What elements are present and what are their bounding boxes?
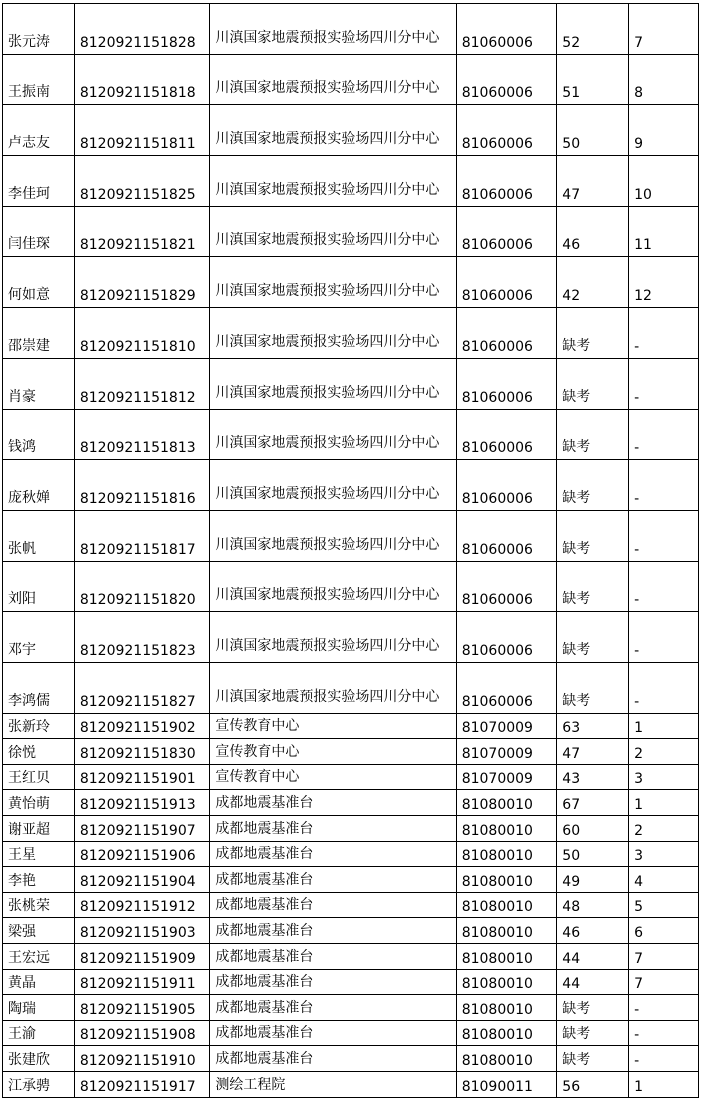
table-row (3, 867, 699, 893)
candidate-name-cell: 李鸿儒 (3, 662, 75, 713)
table-row (3, 510, 699, 561)
position-code-cell: 81070009 (456, 739, 557, 765)
table-row (3, 308, 699, 359)
score-cell: 缺考 (557, 308, 629, 359)
position-code-cell: 81070009 (456, 713, 557, 739)
ticket-number-cell: 8120921151812 (74, 358, 210, 409)
position-code-cell: 81060006 (456, 561, 557, 612)
candidate-name-cell: 李艳 (3, 867, 75, 893)
ticket-number-cell: 8120921151816 (74, 460, 210, 511)
ticket-number-cell: 8120921151909 (74, 943, 210, 969)
ticket-number-cell: 8120921151904 (74, 867, 210, 893)
ticket-number-cell: 8120921151827 (74, 662, 210, 713)
rank-cell: 7 (629, 969, 699, 995)
employer-unit-cell: 成都地震基准台 (210, 918, 456, 944)
score-cell: 43 (557, 764, 629, 790)
candidate-name-cell: 庞秋婵 (3, 460, 75, 511)
position-code-cell: 81060006 (456, 206, 557, 257)
rank-cell: 3 (629, 841, 699, 867)
employer-unit-cell: 成都地震基准台 (210, 841, 456, 867)
rank-cell: - (629, 358, 699, 409)
score-cell: 60 (557, 816, 629, 842)
ticket-number-cell: 8120921151901 (74, 764, 210, 790)
ticket-number-cell: 8120921151906 (74, 841, 210, 867)
candidate-name-cell: 梁强 (3, 918, 75, 944)
candidate-name-cell: 张桃荣 (3, 892, 75, 918)
rank-cell: - (629, 308, 699, 359)
rank-cell: 7 (629, 4, 699, 55)
candidate-name-cell: 王星 (3, 841, 75, 867)
score-cell: 缺考 (557, 995, 629, 1021)
rank-cell: 1 (629, 713, 699, 739)
candidate-name-cell: 李佳珂 (3, 156, 75, 207)
ticket-number-cell: 8120921151828 (74, 4, 210, 55)
position-code-cell: 81080010 (456, 867, 557, 893)
position-code-cell: 81080010 (456, 1046, 557, 1072)
rank-cell: 8 (629, 54, 699, 105)
table-row (3, 816, 699, 842)
candidate-name-cell: 邓宇 (3, 612, 75, 663)
employer-unit-cell: 成都地震基准台 (210, 867, 456, 893)
position-code-cell: 81060006 (456, 409, 557, 460)
position-code-cell: 81080010 (456, 892, 557, 918)
position-code-cell: 81060006 (456, 662, 557, 713)
score-cell: 67 (557, 790, 629, 816)
table-row (3, 561, 699, 612)
ticket-number-cell: 8120921151908 (74, 1020, 210, 1046)
ticket-number-cell: 8120921151912 (74, 892, 210, 918)
ticket-number-cell: 8120921151810 (74, 308, 210, 359)
score-cell: 44 (557, 969, 629, 995)
ticket-number-cell: 8120921151903 (74, 918, 210, 944)
table-row (3, 460, 699, 511)
score-cell: 缺考 (557, 561, 629, 612)
position-code-cell: 81080010 (456, 790, 557, 816)
candidate-name-cell: 闫佳琛 (3, 206, 75, 257)
table-row (3, 969, 699, 995)
rank-cell: 4 (629, 867, 699, 893)
candidate-name-cell: 江承骋 (3, 1071, 75, 1097)
position-code-cell: 81060006 (456, 257, 557, 308)
candidate-name-cell: 钱鸿 (3, 409, 75, 460)
position-code-cell: 81060006 (456, 612, 557, 663)
employer-unit-cell: 成都地震基准台 (210, 1020, 456, 1046)
table-row (3, 4, 699, 55)
results-table-body (3, 4, 699, 1098)
score-cell: 51 (557, 54, 629, 105)
employer-unit-cell: 川滇国家地震预报实验场四川分中心 (210, 612, 456, 663)
candidate-name-cell: 邵崇建 (3, 308, 75, 359)
ticket-number-cell: 8120921151830 (74, 739, 210, 765)
position-code-cell: 81060006 (456, 54, 557, 105)
rank-cell: - (629, 510, 699, 561)
position-code-cell: 81080010 (456, 943, 557, 969)
candidate-name-cell: 刘阳 (3, 561, 75, 612)
rank-cell: - (629, 612, 699, 663)
candidate-name-cell: 王振南 (3, 54, 75, 105)
position-code-cell: 81060006 (456, 4, 557, 55)
table-row (3, 943, 699, 969)
position-code-cell: 81080010 (456, 969, 557, 995)
table-row (3, 612, 699, 663)
ticket-number-cell: 8120921151825 (74, 156, 210, 207)
ticket-number-cell: 8120921151821 (74, 206, 210, 257)
employer-unit-cell: 成都地震基准台 (210, 1046, 456, 1072)
employer-unit-cell: 宣传教育中心 (210, 713, 456, 739)
employer-unit-cell: 川滇国家地震预报实验场四川分中心 (210, 156, 456, 207)
employer-unit-cell: 川滇国家地震预报实验场四川分中心 (210, 561, 456, 612)
exam-results-table (2, 3, 699, 1098)
table-row (3, 206, 699, 257)
employer-unit-cell: 宣传教育中心 (210, 764, 456, 790)
score-cell: 47 (557, 156, 629, 207)
position-code-cell: 81080010 (456, 995, 557, 1021)
candidate-name-cell: 谢亚超 (3, 816, 75, 842)
ticket-number-cell: 8120921151905 (74, 995, 210, 1021)
candidate-name-cell: 黄怡萌 (3, 790, 75, 816)
table-row (3, 892, 699, 918)
table-row (3, 764, 699, 790)
table-row (3, 739, 699, 765)
employer-unit-cell: 川滇国家地震预报实验场四川分中心 (210, 257, 456, 308)
score-cell: 56 (557, 1071, 629, 1097)
table-row (3, 1020, 699, 1046)
candidate-name-cell: 张元涛 (3, 4, 75, 55)
rank-cell: 3 (629, 764, 699, 790)
table-row (3, 662, 699, 713)
table-row (3, 105, 699, 156)
ticket-number-cell: 8120921151817 (74, 510, 210, 561)
position-code-cell: 81080010 (456, 841, 557, 867)
table-row (3, 54, 699, 105)
candidate-name-cell: 张新玲 (3, 713, 75, 739)
candidate-name-cell: 肖豪 (3, 358, 75, 409)
ticket-number-cell: 8120921151907 (74, 816, 210, 842)
score-cell: 缺考 (557, 1046, 629, 1072)
score-cell: 缺考 (557, 409, 629, 460)
table-row (3, 995, 699, 1021)
rank-cell: 9 (629, 105, 699, 156)
score-cell: 50 (557, 841, 629, 867)
candidate-name-cell: 王红贝 (3, 764, 75, 790)
ticket-number-cell: 8120921151911 (74, 969, 210, 995)
score-cell: 缺考 (557, 612, 629, 663)
table-row (3, 257, 699, 308)
position-code-cell: 81060006 (456, 460, 557, 511)
employer-unit-cell: 测绘工程院 (210, 1071, 456, 1097)
rank-cell: - (629, 995, 699, 1021)
candidate-name-cell: 张帆 (3, 510, 75, 561)
table-row (3, 1071, 699, 1097)
candidate-name-cell: 黄晶 (3, 969, 75, 995)
rank-cell: 1 (629, 1071, 699, 1097)
position-code-cell: 81080010 (456, 1020, 557, 1046)
employer-unit-cell: 川滇国家地震预报实验场四川分中心 (210, 4, 456, 55)
position-code-cell: 81060006 (456, 105, 557, 156)
position-code-cell: 81090011 (456, 1071, 557, 1097)
rank-cell: 10 (629, 156, 699, 207)
ticket-number-cell: 8120921151829 (74, 257, 210, 308)
score-cell: 42 (557, 257, 629, 308)
score-cell: 47 (557, 739, 629, 765)
rank-cell: - (629, 1046, 699, 1072)
score-cell: 49 (557, 867, 629, 893)
employer-unit-cell: 宣传教育中心 (210, 739, 456, 765)
rank-cell: 7 (629, 943, 699, 969)
ticket-number-cell: 8120921151813 (74, 409, 210, 460)
score-cell: 缺考 (557, 358, 629, 409)
position-code-cell: 81080010 (456, 918, 557, 944)
table-row (3, 713, 699, 739)
employer-unit-cell: 成都地震基准台 (210, 995, 456, 1021)
employer-unit-cell: 川滇国家地震预报实验场四川分中心 (210, 206, 456, 257)
candidate-name-cell: 何如意 (3, 257, 75, 308)
employer-unit-cell: 川滇国家地震预报实验场四川分中心 (210, 105, 456, 156)
score-cell: 46 (557, 206, 629, 257)
table-row (3, 841, 699, 867)
rank-cell: 1 (629, 790, 699, 816)
table-row (3, 156, 699, 207)
ticket-number-cell: 8120921151811 (74, 105, 210, 156)
ticket-number-cell: 8120921151820 (74, 561, 210, 612)
table-row (3, 790, 699, 816)
position-code-cell: 81060006 (456, 156, 557, 207)
employer-unit-cell: 川滇国家地震预报实验场四川分中心 (210, 510, 456, 561)
score-cell: 缺考 (557, 460, 629, 511)
score-cell: 缺考 (557, 662, 629, 713)
candidate-name-cell: 卢志友 (3, 105, 75, 156)
position-code-cell: 81060006 (456, 358, 557, 409)
employer-unit-cell: 成都地震基准台 (210, 892, 456, 918)
score-cell: 63 (557, 713, 629, 739)
candidate-name-cell: 徐悦 (3, 739, 75, 765)
ticket-number-cell: 8120921151823 (74, 612, 210, 663)
table-row (3, 409, 699, 460)
table-row (3, 918, 699, 944)
score-cell: 50 (557, 105, 629, 156)
rank-cell: - (629, 1020, 699, 1046)
score-cell: 46 (557, 918, 629, 944)
rank-cell: - (629, 662, 699, 713)
candidate-name-cell: 王渝 (3, 1020, 75, 1046)
position-code-cell: 81060006 (456, 510, 557, 561)
employer-unit-cell: 川滇国家地震预报实验场四川分中心 (210, 54, 456, 105)
table-row (3, 358, 699, 409)
ticket-number-cell: 8120921151902 (74, 713, 210, 739)
table-row (3, 1046, 699, 1072)
employer-unit-cell: 川滇国家地震预报实验场四川分中心 (210, 460, 456, 511)
candidate-name-cell: 陶瑞 (3, 995, 75, 1021)
score-cell: 52 (557, 4, 629, 55)
candidate-name-cell: 张建欣 (3, 1046, 75, 1072)
employer-unit-cell: 川滇国家地震预报实验场四川分中心 (210, 409, 456, 460)
employer-unit-cell: 川滇国家地震预报实验场四川分中心 (210, 308, 456, 359)
score-cell: 缺考 (557, 510, 629, 561)
employer-unit-cell: 川滇国家地震预报实验场四川分中心 (210, 358, 456, 409)
employer-unit-cell: 成都地震基准台 (210, 943, 456, 969)
rank-cell: 2 (629, 816, 699, 842)
rank-cell: - (629, 409, 699, 460)
rank-cell: - (629, 561, 699, 612)
employer-unit-cell: 川滇国家地震预报实验场四川分中心 (210, 662, 456, 713)
employer-unit-cell: 成都地震基准台 (210, 969, 456, 995)
position-code-cell: 81070009 (456, 764, 557, 790)
rank-cell: 2 (629, 739, 699, 765)
score-cell: 44 (557, 943, 629, 969)
score-cell: 48 (557, 892, 629, 918)
rank-cell: - (629, 460, 699, 511)
ticket-number-cell: 8120921151910 (74, 1046, 210, 1072)
rank-cell: 11 (629, 206, 699, 257)
rank-cell: 6 (629, 918, 699, 944)
rank-cell: 5 (629, 892, 699, 918)
position-code-cell: 81060006 (456, 308, 557, 359)
ticket-number-cell: 8120921151917 (74, 1071, 210, 1097)
rank-cell: 12 (629, 257, 699, 308)
candidate-name-cell: 王宏远 (3, 943, 75, 969)
employer-unit-cell: 成都地震基准台 (210, 816, 456, 842)
position-code-cell: 81080010 (456, 816, 557, 842)
score-cell: 缺考 (557, 1020, 629, 1046)
ticket-number-cell: 8120921151818 (74, 54, 210, 105)
employer-unit-cell: 成都地震基准台 (210, 790, 456, 816)
ticket-number-cell: 8120921151913 (74, 790, 210, 816)
